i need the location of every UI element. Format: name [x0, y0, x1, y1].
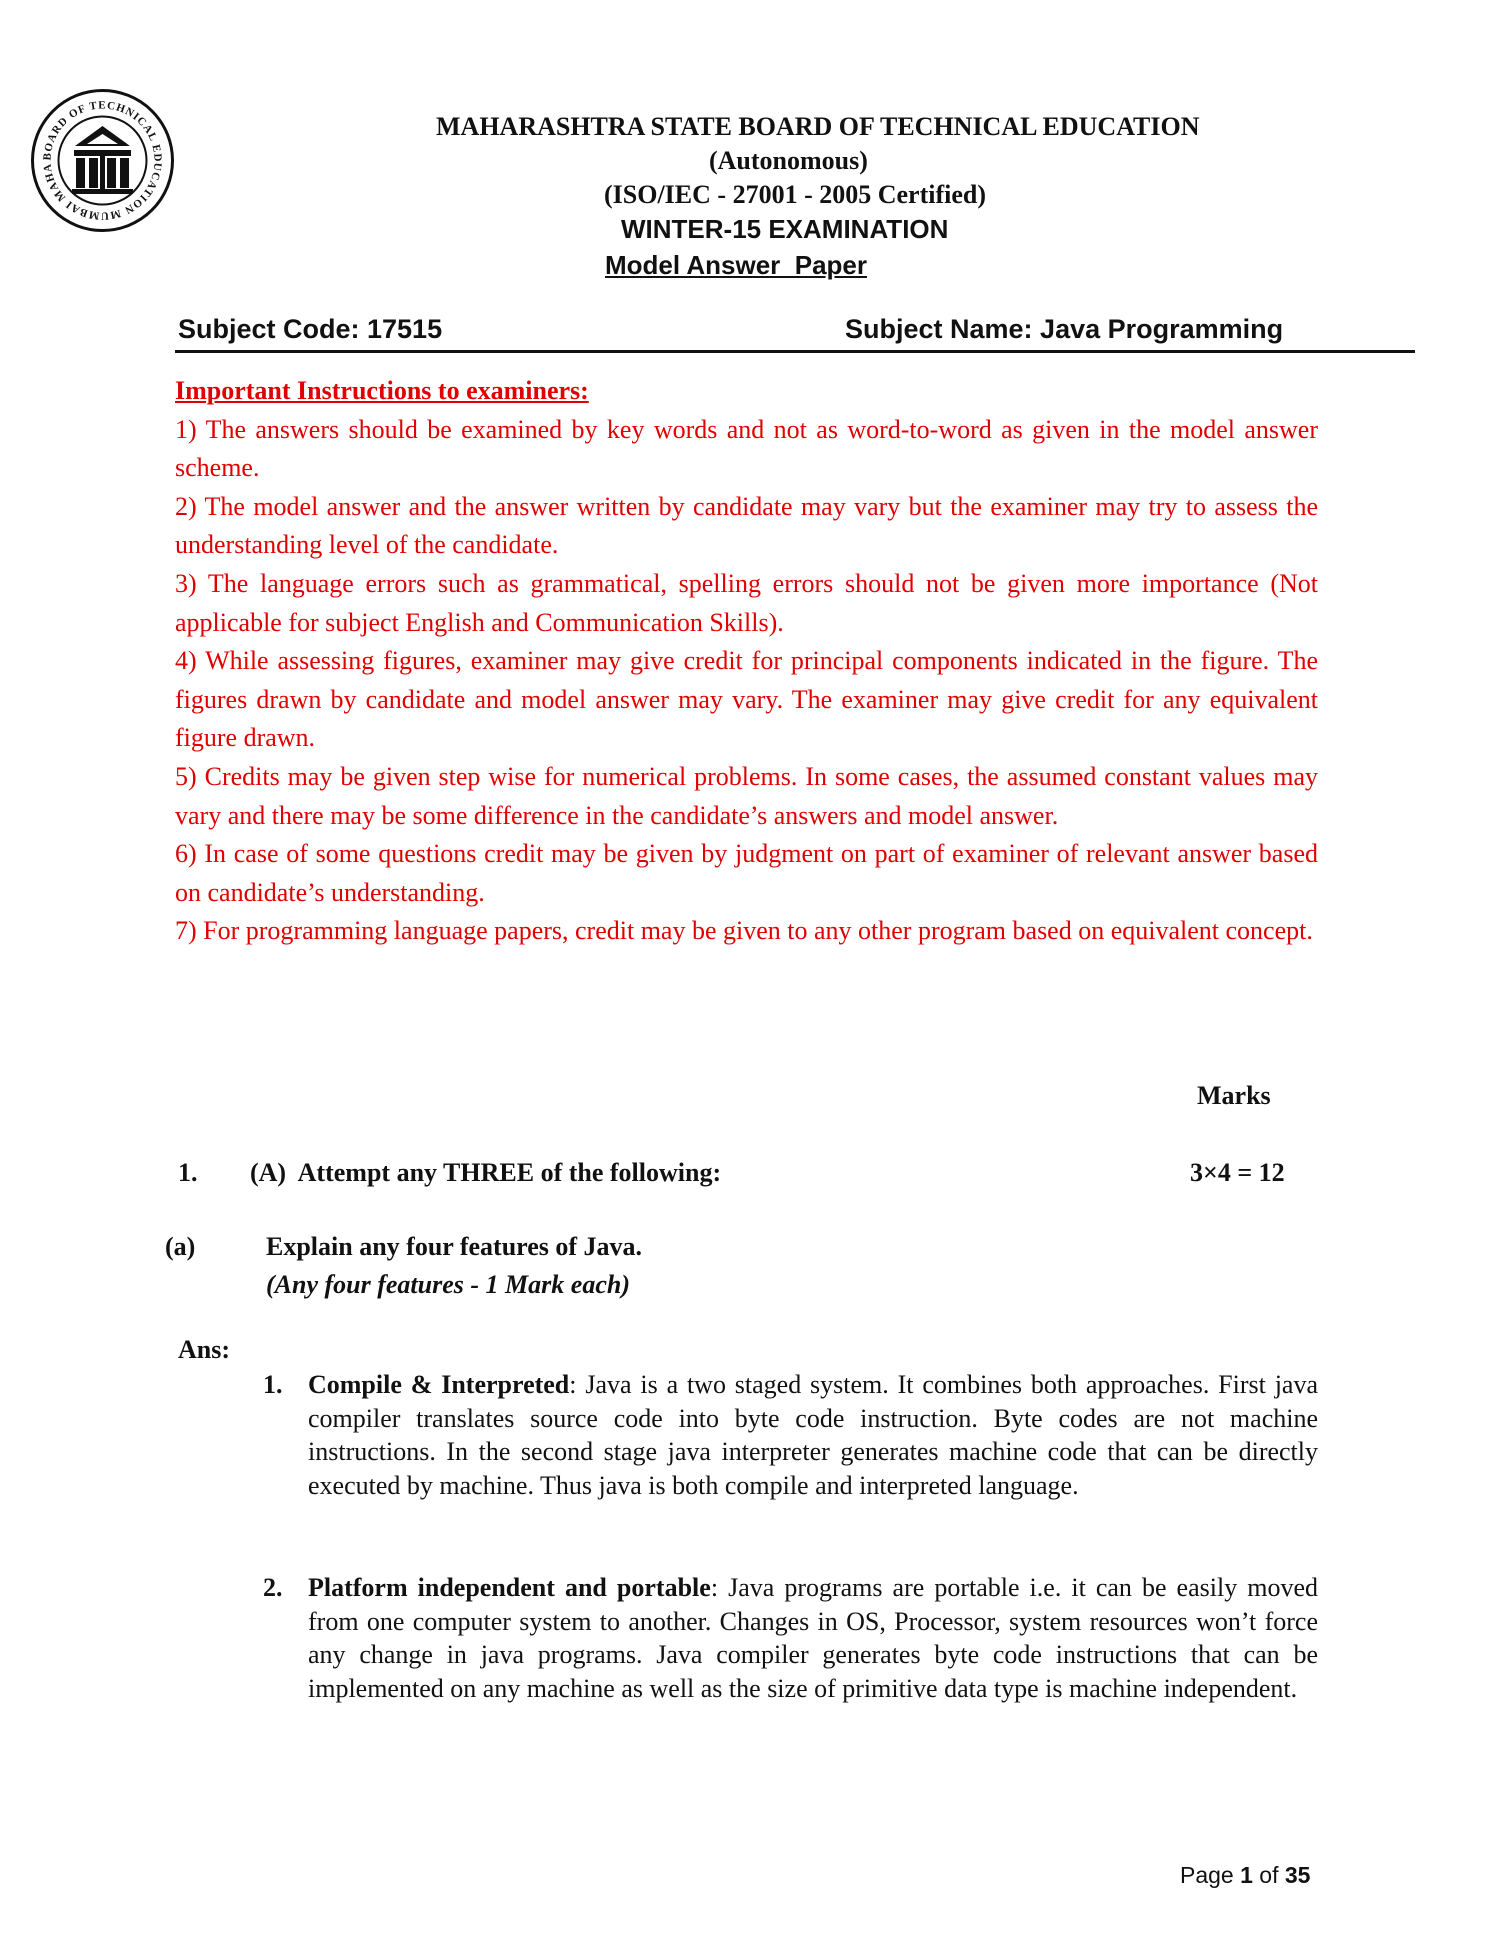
- instruction-item: 4) While assessing figures, examiner may give credit for principal components indicated in the figure. The figures drawn by candidate and model answer may vary. The examiner may give credit for any equivalent figure drawn.: [175, 646, 1318, 753]
- instruction-item: 1) The answers should be examined by key words and not as word-to-word as given in the model answer scheme.: [175, 414, 1318, 483]
- board-seal-icon: [30, 88, 175, 233]
- answer-label: Ans:: [178, 1335, 231, 1364]
- logo-ring-text: BOARD OF TECHNICAL EDUCATION MUMBAI MAHA: [41, 99, 164, 222]
- instruction-item: 3) The language errors such as grammatical, spelling errors should not be given more importance (Not applicable for subject English and Communication Skills).: [175, 568, 1318, 637]
- sub-question-note: (Any four features - 1 Mark each): [266, 1270, 630, 1299]
- subject-code: Subject Code: 17515: [178, 314, 443, 344]
- board-logo: [30, 88, 175, 233]
- autonomous-label: (Autonomous): [709, 146, 868, 175]
- instruction-item: 7) For programming language papers, credit may be given to any other program based on equivalent concept.: [175, 916, 1313, 946]
- answer-heading: Compile & Interpreted: [308, 1370, 570, 1399]
- board-name: MAHARASHTRA STATE BOARD OF TECHNICAL EDUCATION: [436, 112, 1200, 141]
- sub-question-label: (a): [165, 1232, 196, 1261]
- marks-label: Marks: [1197, 1081, 1271, 1110]
- sub-question-title: Explain any four features of Java.: [266, 1232, 643, 1261]
- question-section: (A) Attempt any THREE of the following:: [250, 1158, 722, 1187]
- answer-number: 2.: [263, 1573, 283, 1602]
- paper-type: Model Answer Paper: [605, 250, 867, 280]
- list-item: [263, 1368, 1318, 1502]
- answer-text: : Java is a two staged system. It combines both approaches. First java compiler translates source code into byte code instruction. Byte codes are not machine instructions. In the second stage java interpreter generates machine code that can be directly executed by machine. Thus java is both compile and interpreted language.: [308, 1370, 1319, 1500]
- page-number: Page 1 of 35: [1180, 1862, 1311, 1888]
- subject-row: [175, 312, 1415, 353]
- instruction-item: 2) The model answer and the answer written by candidate may vary but the examiner may try to assess the understanding level of the candidate.: [175, 491, 1318, 560]
- answer-number: 1.: [263, 1370, 283, 1399]
- examiner-instructions: [175, 372, 1318, 951]
- list-item: [263, 1571, 1318, 1705]
- question-marks: 3×4 = 12: [1190, 1158, 1285, 1187]
- certification-label: (ISO/IEC - 27001 - 2005 Certified): [604, 180, 987, 209]
- answer-heading: Platform independent and portable: [308, 1573, 711, 1602]
- question-number: 1.: [178, 1158, 198, 1187]
- instruction-item: 5) Credits may be given step wise for numerical problems. In some cases, the assumed constant values may vary and there may be some difference in the candidate’s answers and model answer.: [175, 761, 1318, 830]
- subject-name: Subject Name: Java Programming: [845, 314, 1284, 344]
- instruction-item: 6) In case of some questions credit may be given by judgment on part of examiner of relevant answer based on candidate’s understanding.: [175, 839, 1318, 907]
- exam-title: WINTER-15 EXAMINATION: [621, 214, 949, 244]
- instructions-title: Important Instructions to examiners:: [175, 376, 589, 405]
- answer-text: : Java programs are portable i.e. it can be easily moved from one computer system to another. Changes in OS, Processor, system resources won’t force any change in java programs. Java compiler generates byte code instructions that can be implemented on any machine as well as the size of primitive data type is machine independent.: [308, 1573, 1318, 1703]
